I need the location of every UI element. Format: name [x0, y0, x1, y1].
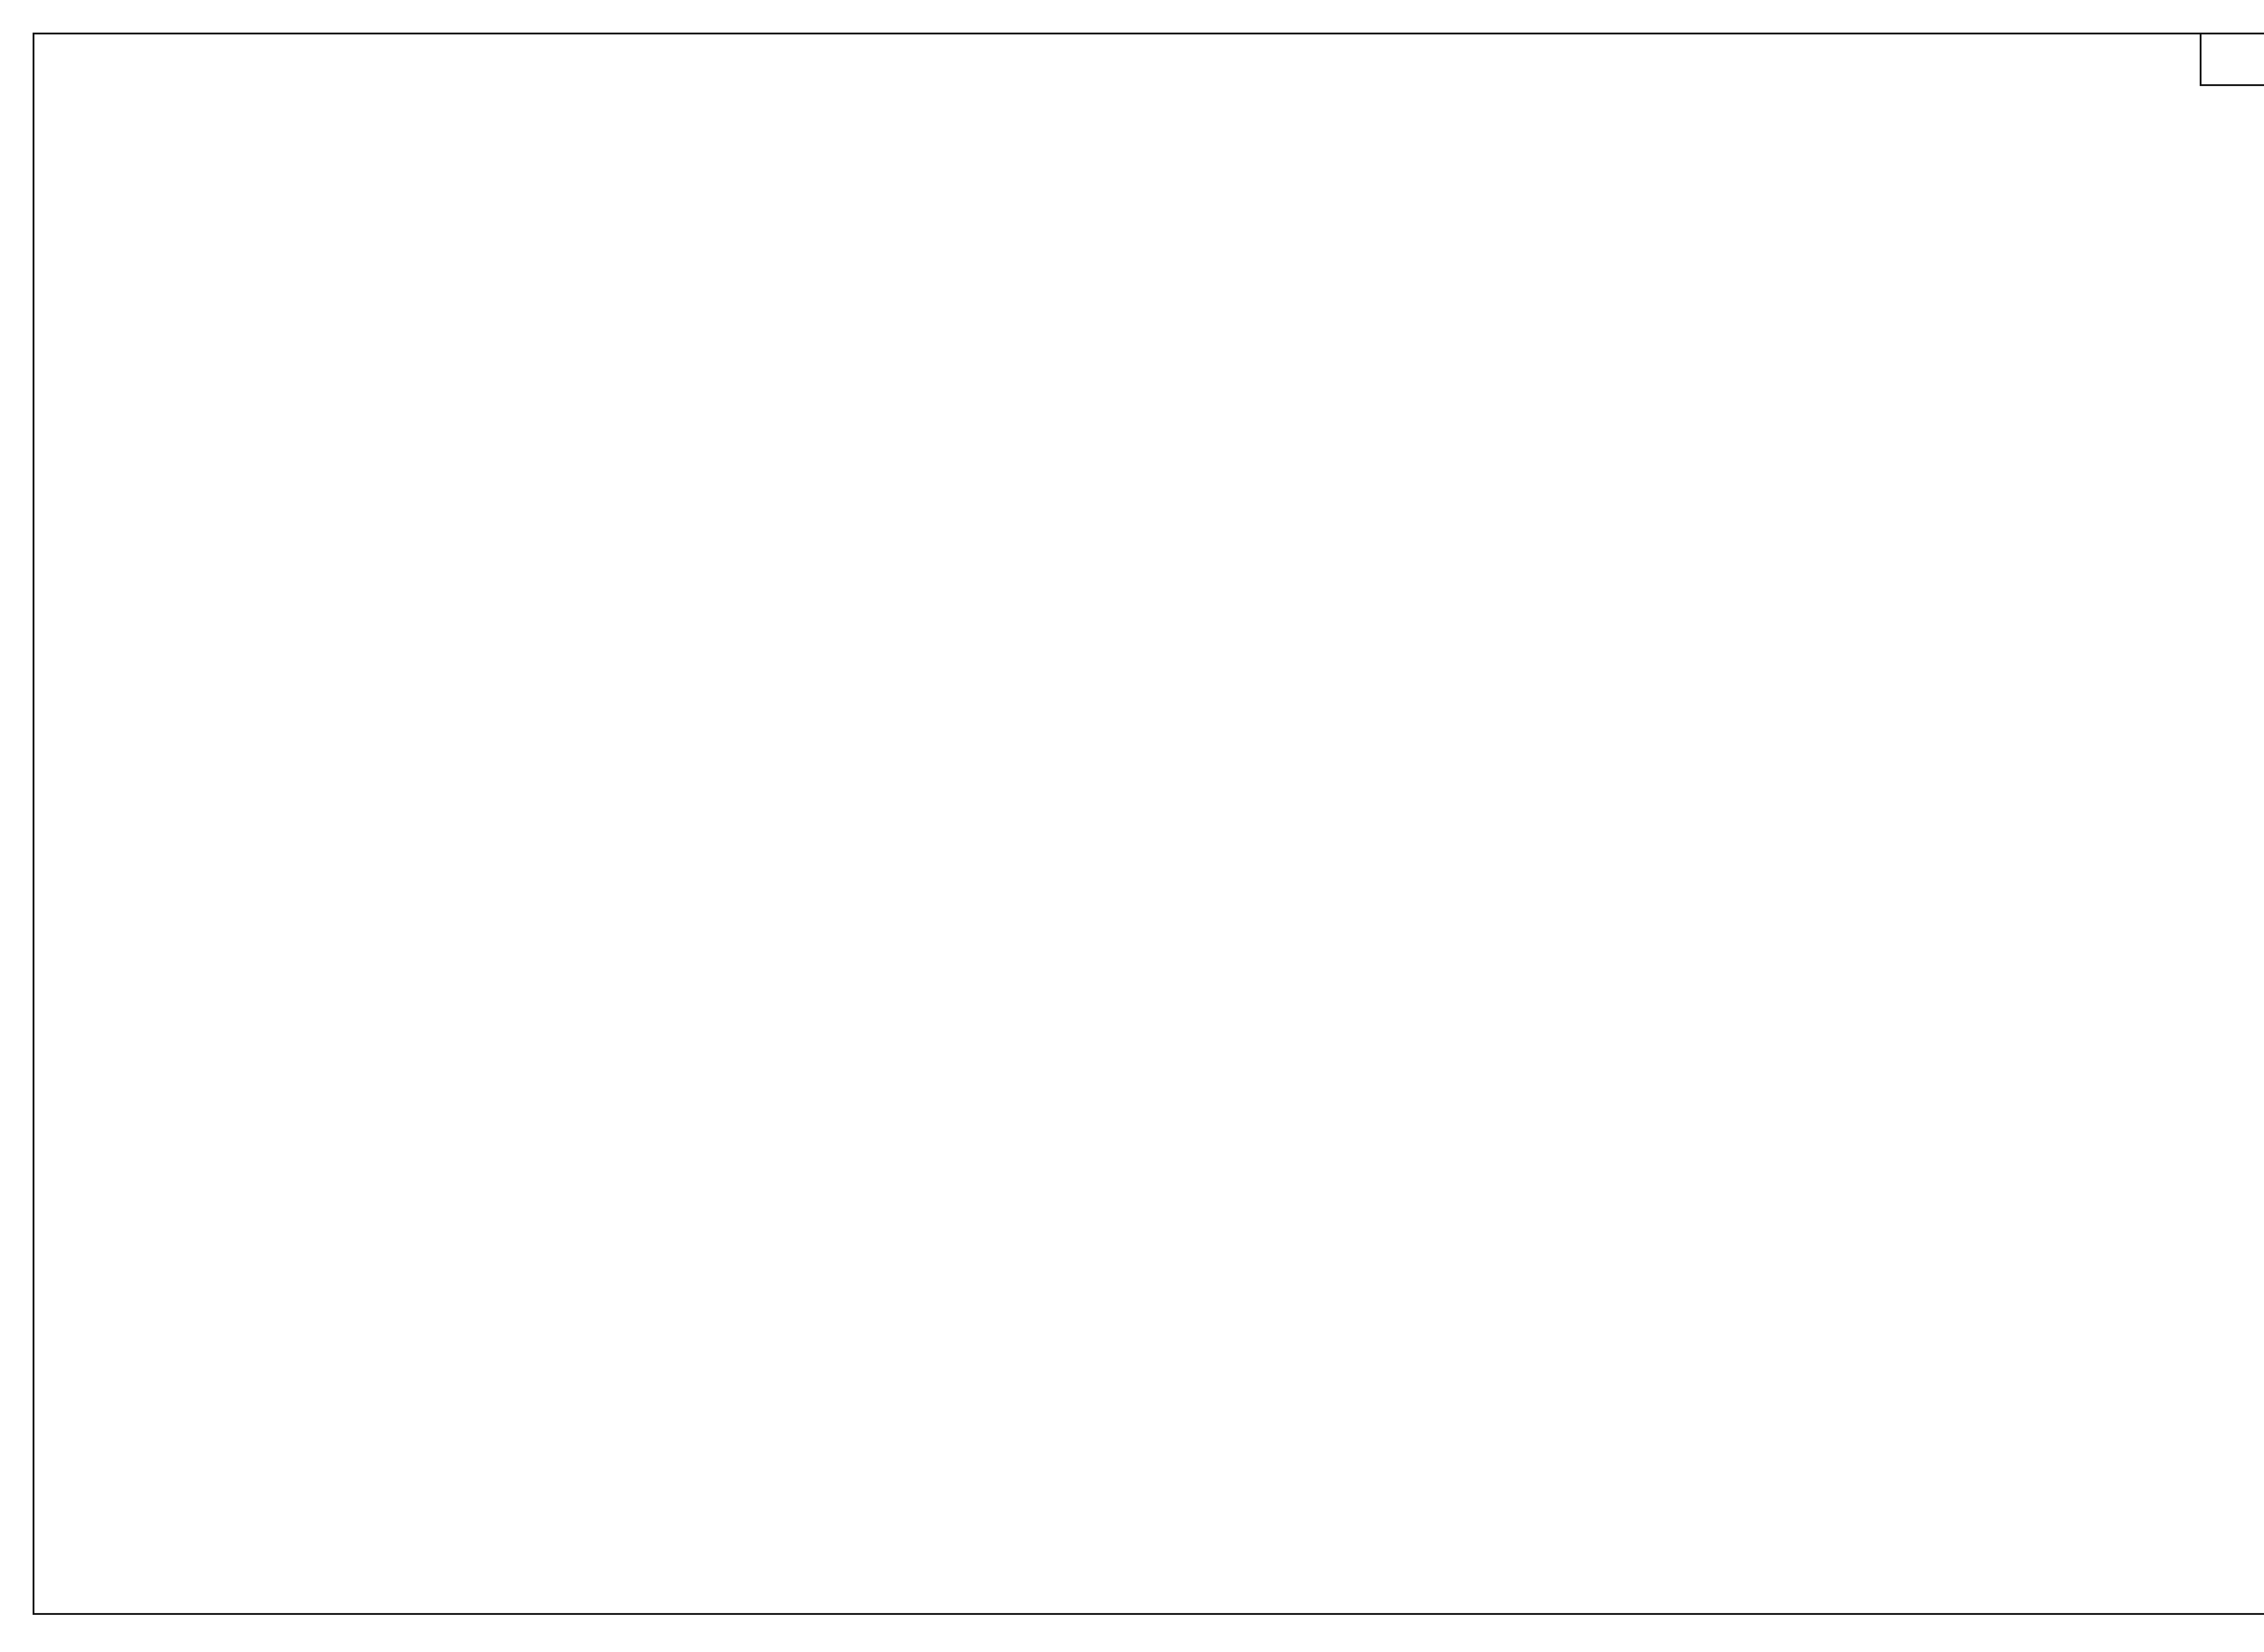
sheet-frame — [33, 33, 2264, 1615]
sheet-number-box — [2200, 33, 2264, 86]
